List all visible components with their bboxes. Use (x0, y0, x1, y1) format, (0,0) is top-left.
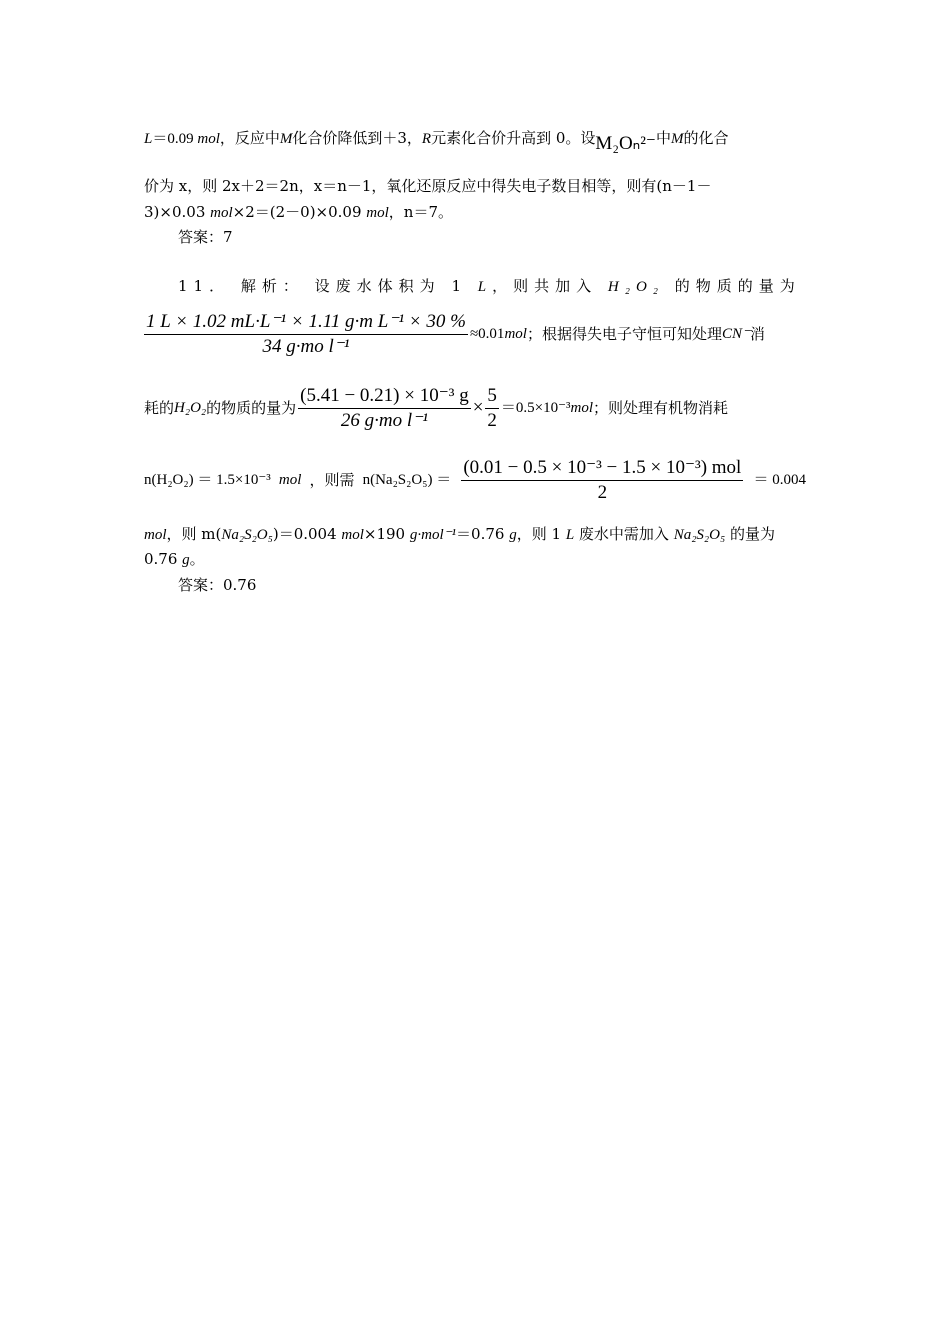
text-segment: 3)×0.03 (144, 203, 211, 221)
text-segment: 的物质的量为 (206, 399, 297, 417)
text-segment: ×190 (363, 525, 410, 543)
text-segment: mol (504, 326, 527, 342)
text-segment: mol (197, 131, 220, 147)
para11-line4 (144, 454, 806, 506)
text-segment: Na₂S₂O₅ (221, 527, 273, 543)
text-segment: R (421, 131, 432, 147)
text-segment: M (279, 131, 293, 147)
chem-formula-m2on: M₂Oₙ²⁻ (595, 133, 656, 154)
text-segment: 的物质的量为 (674, 277, 801, 295)
text-segment: CN⁻ (721, 326, 750, 342)
text-segment: 中 (655, 129, 671, 147)
text-segment: ，则 m( (166, 525, 222, 543)
text-segment: L (565, 527, 575, 543)
text-segment: mol (144, 527, 167, 543)
text-segment: n(H₂O₂) ＝ 1.5×10⁻³ (144, 472, 271, 488)
text-segment: g (509, 527, 517, 543)
fraction-consumed-mass (298, 386, 471, 431)
text-segment: 。 (189, 550, 205, 568)
text-segment: ＝0.76 (456, 525, 510, 543)
answer-11: 答案：0.76 (178, 576, 257, 594)
para10-line1 (144, 128, 806, 154)
fraction-numerator: (5.41 − 0.21) × 10⁻³ g (298, 386, 471, 409)
fraction-numerator: 5 (485, 386, 499, 409)
text-segment: )＝0.004 (272, 525, 342, 543)
text-segment: 设废水体积为 1 (314, 277, 467, 295)
fraction-na2s2o5-amount (461, 458, 743, 503)
fraction-denominator: 2 (487, 409, 497, 431)
text-segment: H₂O₂ (607, 279, 665, 295)
fraction-denominator: 34 g·mo l⁻¹ (262, 335, 350, 357)
fraction-numerator: (0.01 − 0.5 × 10⁻³ − 1.5 × 10⁻³) mol (461, 458, 743, 481)
text-segment: ；则处理有机物消耗 (593, 399, 729, 417)
text-segment: ，则共加入 (492, 277, 598, 295)
fraction-numerator: 1 L × 1.02 mL·L⁻¹ × 1.11 g·m L⁻¹ × 30 % (144, 312, 468, 335)
fraction-denominator: 2 (597, 481, 608, 503)
text-segment: 的量为 (725, 525, 775, 543)
text-segment: ；根据得失电子守恒可知处理 (526, 325, 722, 343)
text-segment: 耗的 (144, 399, 175, 417)
para11-line3 (144, 384, 806, 432)
text-segment: ，反应中 (219, 129, 280, 147)
para10-line3 (144, 202, 806, 223)
text-segment: M (670, 131, 684, 147)
para11-line2 (144, 310, 806, 358)
text-segment: ，则 1 (516, 525, 566, 543)
text-segment: H₂O₂ (174, 400, 207, 416)
fraction-denominator: 26 g·mo l⁻¹ (340, 409, 428, 431)
text-segment: L (477, 279, 493, 295)
text-segment: ＝0.5×10⁻³ (500, 400, 571, 416)
para11-line1 (144, 276, 806, 297)
text-segment: n(Na₂S₂O₅) ＝ (362, 472, 452, 488)
answer-10: 答案：7 (178, 228, 233, 246)
text-segment: mol (366, 205, 389, 221)
para10-line2: 价为 x，则 2x＋2＝2n，x＝n－1，氧化还原反应中得失电子数目相等，则有(n－1－ (144, 177, 712, 195)
text-segment: ×2＝(2－0)×0.09 (232, 203, 367, 221)
text-segment: mol (570, 400, 594, 416)
text-segment: mol (341, 527, 364, 543)
fraction-five-halves (485, 386, 499, 431)
analysis-label: 解析： (240, 277, 304, 295)
text-segment: ≈0.01 (469, 326, 505, 342)
para11-line5 (144, 524, 806, 545)
question-number: 11． (178, 277, 231, 295)
text-segment: ，则需 (309, 471, 355, 489)
para11-line6 (144, 549, 806, 570)
text-segment: ，n＝7。 (388, 203, 453, 221)
text-segment: g·mol⁻¹ (409, 527, 457, 543)
text-segment: ＝ 0.004 (753, 472, 806, 488)
text-segment: mol (278, 472, 302, 488)
text-segment: L (144, 131, 153, 147)
text-segment: mol (210, 205, 233, 221)
text-segment: 化合价降低到＋3， (292, 129, 422, 147)
fraction-h2o2-amount (144, 312, 468, 357)
text-segment: 的化合 (683, 129, 729, 147)
text-segment: ＝0.09 (152, 131, 198, 147)
times-sign: × (472, 397, 484, 418)
text-segment: 0.76 (144, 550, 183, 568)
text-segment: 消 (749, 325, 765, 343)
text-segment: g (182, 552, 190, 568)
text-segment: Na₂S₂O₅ (673, 527, 726, 543)
text-segment: 元素化合价升高到 0。设 (431, 129, 596, 147)
text-segment: 废水中需加入 (574, 525, 674, 543)
